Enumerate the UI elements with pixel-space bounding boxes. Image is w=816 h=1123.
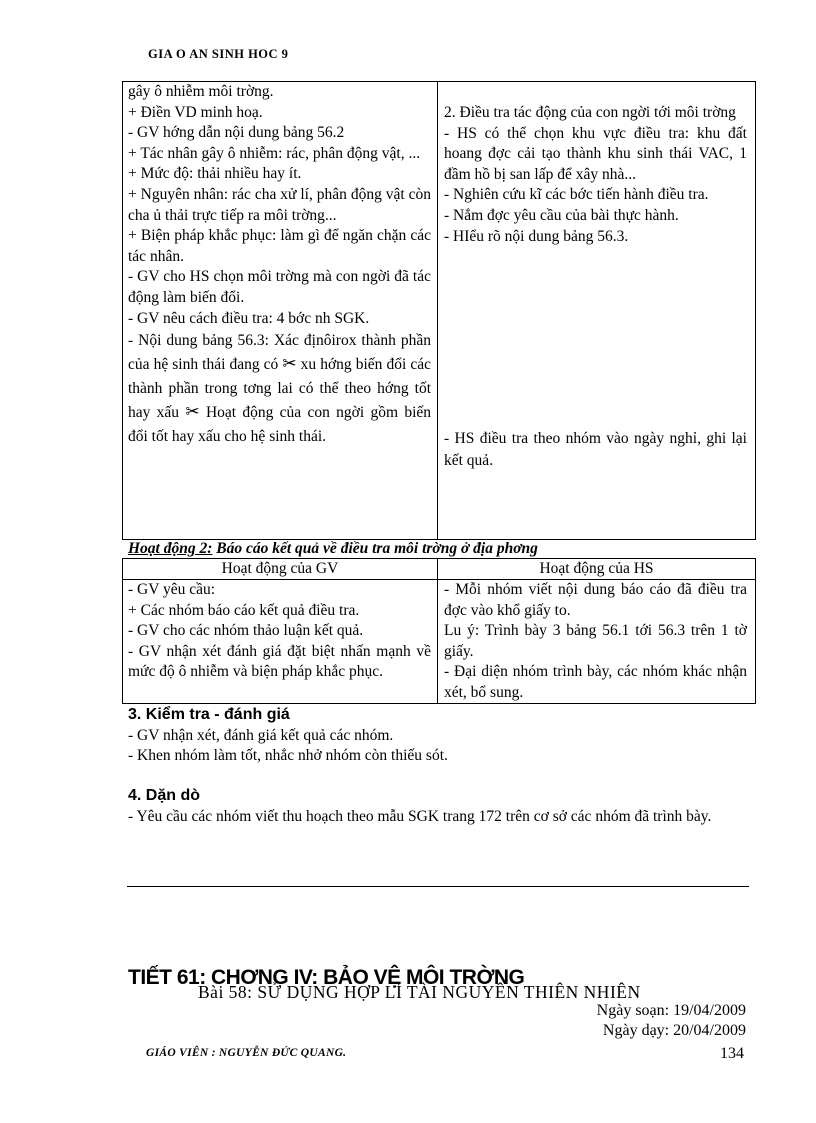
footer-teacher: GIÁO VIÊN : NGUYỄN ĐỨC QUANG. bbox=[146, 1047, 347, 1059]
table2-header-hs: Hoạt động của HS bbox=[539, 560, 654, 577]
date-prepared: Ngày soạn: 19/04/2009 bbox=[596, 1002, 746, 1019]
section-kiem-tra bbox=[128, 705, 748, 767]
table1-right-column bbox=[444, 103, 747, 247]
table1-left-paragraph bbox=[128, 329, 431, 449]
scissors-icon: ✂ bbox=[185, 402, 200, 422]
table1-border-mid bbox=[437, 81, 438, 540]
lesson-title: Bài 58: SỬ DỤNG HỢP LÍ TÀI NGUYÊN THIÊN NHIÊN bbox=[198, 982, 641, 1002]
activity2-text: Báo cáo kết quả về điều tra môi trờng ở địa phơng bbox=[212, 540, 538, 557]
table1-left-line: - GV cho HS chọn môi trờng mà con ngời đã tác động làm biến đổi. bbox=[128, 268, 431, 306]
table1-border-right bbox=[755, 81, 756, 540]
section4-title: 4. Dặn dò bbox=[128, 787, 201, 804]
activity2-heading bbox=[128, 540, 538, 558]
table2-right-line: - Đại diện nhóm trình bày, các nhóm khác nhận xét, bổ sung. bbox=[444, 663, 747, 701]
table2-left-line: + Các nhóm báo cáo kết quả điều tra. bbox=[128, 601, 360, 619]
table2-left-line: - GV cho các nhóm thảo luận kết quả. bbox=[128, 622, 364, 640]
section3-line: - GV nhận xét, đánh giá kết quả các nhóm. bbox=[128, 726, 394, 744]
table1-right-line: - Nghiên cứu kĩ các bớc tiến hành điều tra. bbox=[444, 186, 709, 204]
table1-left-text: - Nội dung bảng 56.3: Xác địnôirox thành phần của hệ sinh thái đang có bbox=[128, 332, 431, 374]
table1-right-bottom: - HS điều tra theo nhóm vào ngày nghỉ, ghi lại kết quả. bbox=[444, 430, 747, 469]
page-number: 134 bbox=[720, 1045, 744, 1062]
activity2-label: Hoạt động 2: bbox=[128, 540, 213, 557]
table1-left-line: - GV nêu cách điều tra: 4 bớc nh SGK. bbox=[128, 309, 370, 327]
table1-left-column bbox=[128, 82, 431, 449]
table1-left-line: + Tác nhân gây ô nhiễm: rác, phân động vật, ... bbox=[128, 144, 421, 162]
date-taught: Ngày dạy: 20/04/2009 bbox=[602, 1022, 746, 1039]
table2-border-left bbox=[122, 558, 123, 704]
table1-right-line: - HS có thể chọn khu vực điều tra: khu đất hoang đợc cải tạo thành khu sinh thái VAC, 1 đầm hồ bị san lấp để xây nhà... bbox=[444, 124, 747, 183]
divider-line bbox=[127, 886, 749, 887]
table2-border-right bbox=[755, 558, 756, 704]
table2-left-line: - GV nhận xét đánh giá đặt biệt nhấn mạnh về mức độ ô nhiễm và biện pháp khắc phục. bbox=[128, 642, 431, 681]
table1-left-line: gây ô nhiễm môi trờng. bbox=[128, 83, 274, 100]
table1-left-line: + Biện pháp khắc phục: làm gì để ngăn chặn các tác nhân. bbox=[128, 227, 431, 265]
table1-left-line: - GV hớng dẫn nội dung bảng 56.2 bbox=[128, 124, 345, 142]
table1-border-left bbox=[122, 81, 123, 540]
table2-header-gv: Hoạt động của GV bbox=[221, 560, 339, 577]
document-header: GIA O AN SINH HOC 9 bbox=[148, 47, 289, 61]
section3-title: 3. Kiểm tra - đánh giá bbox=[128, 706, 290, 723]
table2-right-line: Lu ý: Trình bày 3 bảng 56.1 tới 56.3 trên 1 tờ giấy. bbox=[444, 622, 747, 660]
table1-left-line: + Nguyên nhân: rác cha xử lí, phân động vật còn cha ủ thải trực tiếp ra môi trờng... bbox=[128, 185, 431, 224]
section4-line: - Yêu cầu các nhóm viết thu hoạch theo mẫu SGK trang 172 trên cơ sở các nhóm đã trình bày. bbox=[128, 807, 712, 825]
table2-right-line: - Mỗi nhóm viết nội dung báo cáo đã điều tra đợc vào khổ giấy to. bbox=[444, 581, 747, 619]
lesson-chapter-title: TIẾT 61: CHƠNG IV: BẢO VỆ MÔI TRỜNG bbox=[128, 966, 525, 989]
table1-right-line: - HIểu rõ nội dung bảng 56.3. bbox=[444, 227, 629, 245]
table2-border-mid bbox=[437, 558, 438, 704]
table1-left-text: xu hớng biến đổi các thành phần trong tơng lai có thể theo hớng tốt hay xấu bbox=[128, 356, 431, 422]
section3-line: - Khen nhóm làm tốt, nhắc nhở nhóm còn thiếu sót. bbox=[128, 747, 448, 765]
table1-right-line: - Nắm đợc yêu cầu của bài thực hành. bbox=[444, 206, 679, 224]
table1-left-line: + Điền VD minh hoạ. bbox=[128, 103, 263, 121]
scissors-icon: ✂ bbox=[282, 354, 297, 374]
table1-left-line: + Mức độ: thải nhiều hay ít. bbox=[128, 165, 302, 183]
table1-right-line: 2. Điều tra tác động của con ngời tới môi trờng bbox=[444, 104, 736, 121]
section-dan-do bbox=[128, 786, 748, 827]
table2-right-column bbox=[444, 580, 747, 704]
table2-left-line: - GV yêu cầu: bbox=[128, 581, 216, 598]
table2-left-column bbox=[128, 580, 431, 683]
table1-left-text: Hoạt động của con ngời gồm biến đổi tốt hay xấu cho hệ sinh thái. bbox=[128, 404, 432, 446]
